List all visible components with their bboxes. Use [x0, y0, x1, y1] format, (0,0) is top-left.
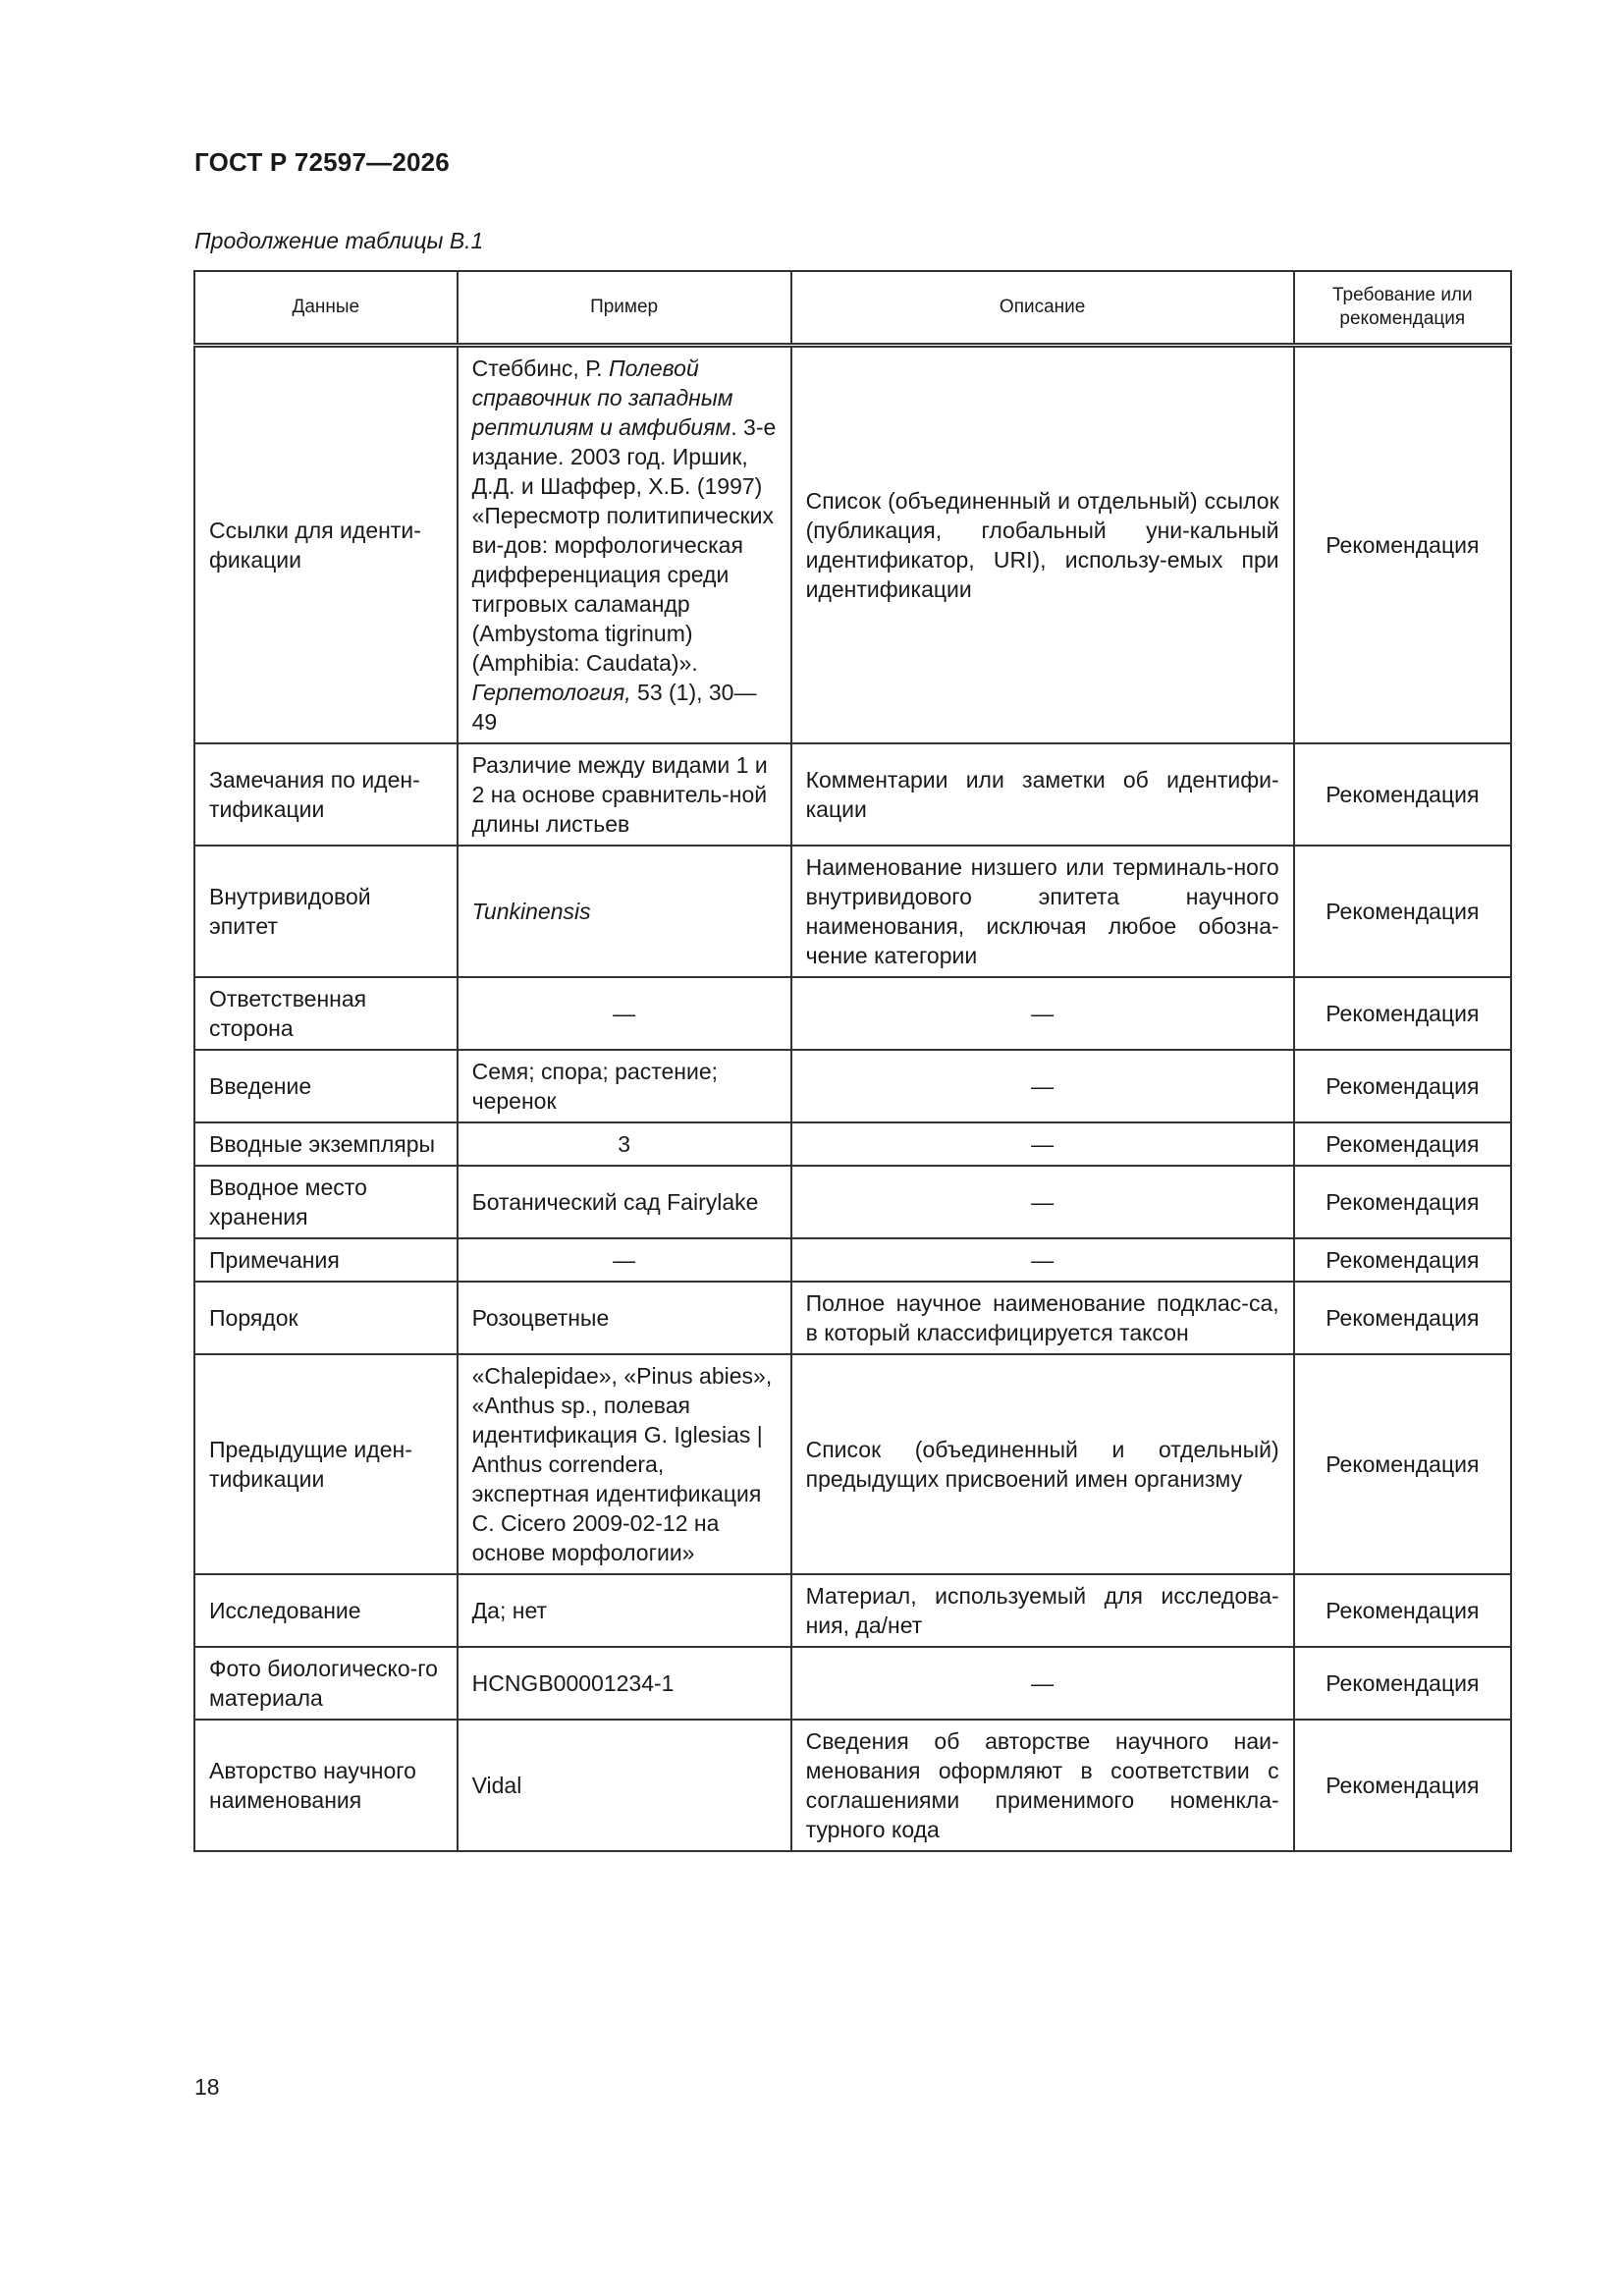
cell-data: Внутривидовой эпитет — [194, 846, 458, 977]
table-body — [194, 346, 1511, 1852]
cell-requirement: Рекомендация — [1294, 1354, 1511, 1574]
table-row — [194, 346, 1511, 744]
cell-requirement: Рекомендация — [1294, 1282, 1511, 1354]
cell-description: — — [791, 1122, 1294, 1166]
table-header-row — [194, 271, 1511, 346]
cell-requirement: Рекомендация — [1294, 743, 1511, 846]
table-row — [194, 1050, 1511, 1122]
cell-description: — — [791, 977, 1294, 1050]
example-text-part: Семя; спора; растение; черенок — [471, 1059, 719, 1114]
cell-example — [458, 977, 791, 1050]
example-text-part: — — [613, 1001, 636, 1026]
cell-example — [458, 1238, 791, 1282]
cell-data: Ответственная сторона — [194, 977, 458, 1050]
cell-description: Комментарии или заметки об идентифи-кации — [791, 743, 1294, 846]
example-text-part: Герпетология, — [471, 680, 631, 705]
cell-example — [458, 846, 791, 977]
cell-requirement: Рекомендация — [1294, 846, 1511, 977]
table-row — [194, 1238, 1511, 1282]
cell-example — [458, 743, 791, 846]
example-text-part: Различие между видами 1 и 2 на основе сравнитель-ной длины листьев — [471, 752, 768, 837]
example-text-part: Ботанический сад Fairylake — [471, 1189, 759, 1215]
cell-requirement: Рекомендация — [1294, 1720, 1511, 1851]
cell-requirement: Рекомендация — [1294, 1166, 1511, 1238]
example-text-part: Розоцветные — [471, 1305, 610, 1331]
cell-requirement: Рекомендация — [1294, 1238, 1511, 1282]
document-header-title: ГОСТ Р 72597—2026 — [194, 147, 450, 177]
cell-data: Введение — [194, 1050, 458, 1122]
example-text-part: Стеббинс, Р. — [471, 355, 609, 381]
cell-example — [458, 1050, 791, 1122]
example-text-part: — — [613, 1247, 636, 1273]
cell-description: — — [791, 1050, 1294, 1122]
cell-description: Наименование низшего или терминаль-ного внутривидового эпитета научного наименования, исключая любое обозна-чение категории — [791, 846, 1294, 977]
cell-example — [458, 1122, 791, 1166]
cell-description: Материал, используемый для исследова-ния, да/нет — [791, 1574, 1294, 1647]
cell-description: Полное научное наименование подклас-са, в который классифицируется таксон — [791, 1282, 1294, 1354]
cell-data: Фото биологическо-го материала — [194, 1647, 458, 1720]
cell-requirement: Рекомендация — [1294, 1050, 1511, 1122]
table-row — [194, 1720, 1511, 1851]
cell-example — [458, 1354, 791, 1574]
example-text-part: HCNGB00001234-1 — [471, 1670, 675, 1696]
table-row — [194, 1122, 1511, 1166]
cell-requirement: Рекомендация — [1294, 1647, 1511, 1720]
cell-requirement: Рекомендация — [1294, 1574, 1511, 1647]
example-text-part: Tunkinensis — [471, 899, 591, 924]
table-row — [194, 1647, 1511, 1720]
header-example: Пример — [458, 271, 791, 346]
cell-data: Примечания — [194, 1238, 458, 1282]
table-row — [194, 1574, 1511, 1647]
cell-data: Авторство научного наименования — [194, 1720, 458, 1851]
cell-example — [458, 346, 791, 744]
example-text-part: Vidal — [471, 1773, 522, 1798]
cell-data: Вводное место хранения — [194, 1166, 458, 1238]
cell-example — [458, 1166, 791, 1238]
cell-example — [458, 1647, 791, 1720]
page-number: 18 — [194, 2074, 220, 2100]
example-text-part: «Chalepidae», «Pinus abies», «Anthus sp., полевая идентификация G. Iglesias | Anthus correndera, экспертная идентификация C. Cicero 2009-02-12 на основе морфологии» — [471, 1363, 773, 1565]
cell-requirement: Рекомендация — [1294, 1122, 1511, 1166]
cell-requirement: Рекомендация — [1294, 977, 1511, 1050]
cell-example — [458, 1720, 791, 1851]
cell-data: Замечания по иден-тификации — [194, 743, 458, 846]
cell-data: Порядок — [194, 1282, 458, 1354]
cell-description: — — [791, 1647, 1294, 1720]
cell-example — [458, 1282, 791, 1354]
cell-requirement: Рекомендация — [1294, 346, 1511, 744]
table-row — [194, 846, 1511, 977]
cell-description: Список (объединенный и отдельный) предыдущих присвоений имен организму — [791, 1354, 1294, 1574]
cell-data: Ссылки для иденти-фикации — [194, 346, 458, 744]
cell-description: — — [791, 1238, 1294, 1282]
table-row — [194, 977, 1511, 1050]
table-row — [194, 1282, 1511, 1354]
cell-data: Вводные экземпляры — [194, 1122, 458, 1166]
cell-example — [458, 1574, 791, 1647]
cell-description: Список (объединенный и отдельный) ссылок (публикация, глобальный уни-кальный идентификатор, URI), использу-емых при идентификации — [791, 346, 1294, 744]
header-description: Описание — [791, 271, 1294, 346]
example-text-part: . 3-е издание. 2003 год. Иршик, Д.Д. и Шаффер, Х.Б. (1997) «Пересмотр политипических ви-дов: морфологическая дифференциация среди тигровых саламандр (Ambystoma tigrinum) (Amphibia: Caudata)». — [471, 414, 777, 676]
table-row — [194, 1166, 1511, 1238]
cell-data: Предыдущие иден-тификации — [194, 1354, 458, 1574]
cell-description: — — [791, 1166, 1294, 1238]
header-requirement: Требование или рекомендация — [1294, 271, 1511, 346]
table-caption: Продолжение таблицы В.1 — [194, 228, 484, 253]
example-text-part: Да; нет — [471, 1598, 548, 1623]
example-text-part: 3 — [618, 1131, 630, 1157]
example-text-part: 53 (1), 30—49 — [471, 680, 757, 735]
table-row — [194, 1354, 1511, 1574]
data-table — [193, 270, 1512, 1852]
example-text-part: Полевой справочник по западным рептилиям и амфибиям — [471, 355, 733, 440]
cell-data: Исследование — [194, 1574, 458, 1647]
header-data: Данные — [194, 271, 458, 346]
table-row — [194, 743, 1511, 846]
cell-description: Сведения об авторстве научного наи-менования оформляют в соответствии с соглашениями применимого номенкла-турного кода — [791, 1720, 1294, 1851]
